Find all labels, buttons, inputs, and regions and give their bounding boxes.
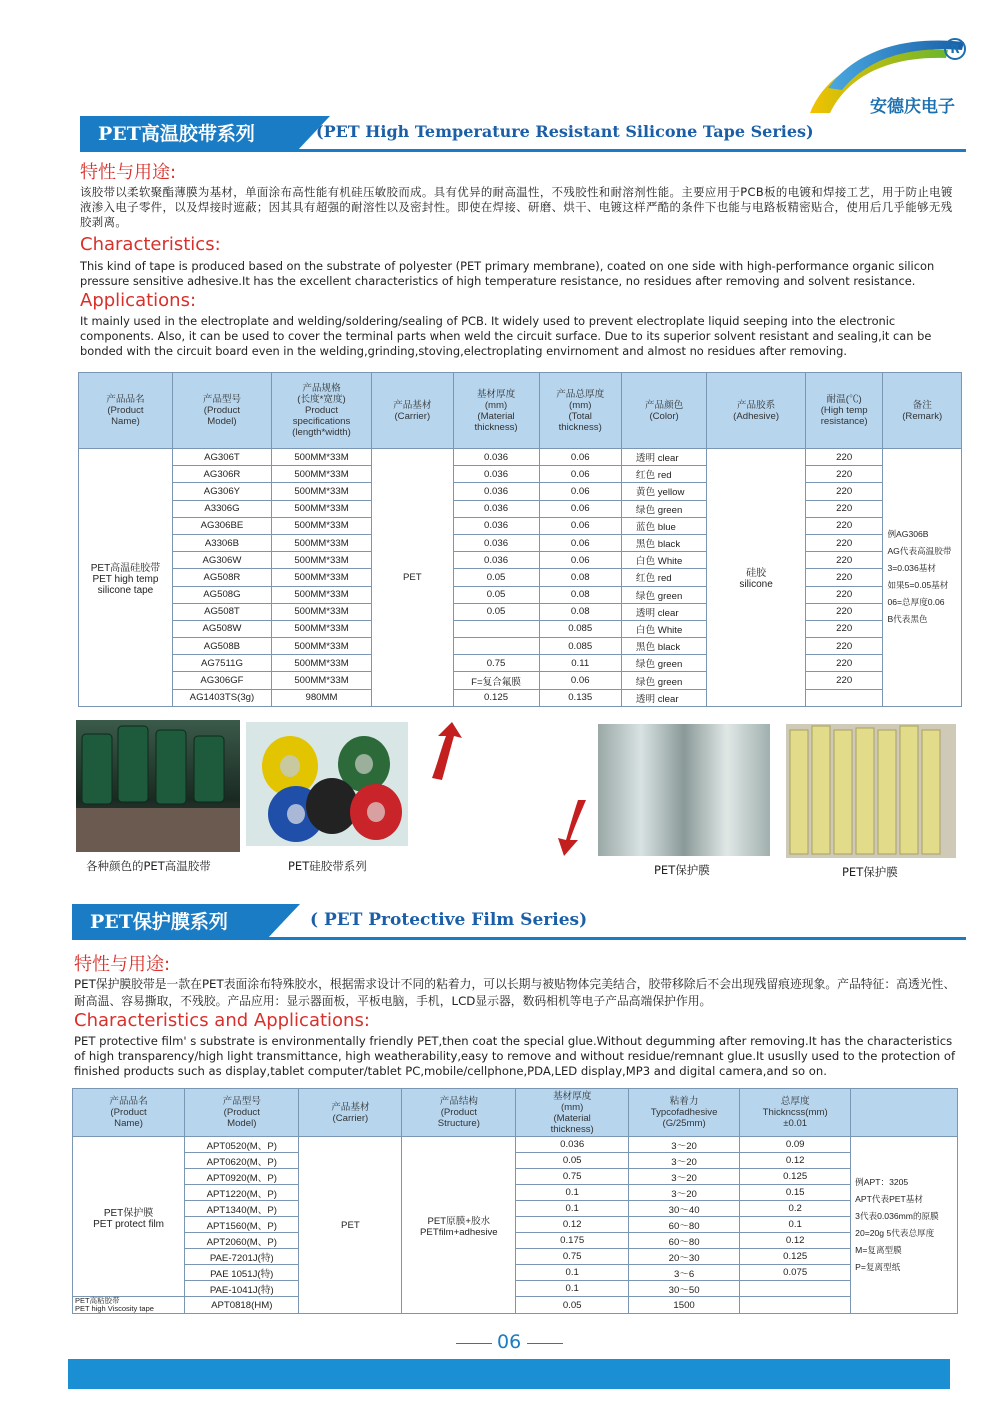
table-header-cell: 耐温(℃) (High temp resistance) (805, 373, 883, 449)
spec-cell: 500MM*33M (271, 449, 371, 466)
material-thickness-cell: 0.036 (453, 517, 539, 534)
adhesion-cell: 30～50 (629, 1281, 740, 1297)
model-cell-2: APT1340(M、P) (185, 1201, 299, 1217)
total-thickness-cell: 0.11 (539, 655, 621, 672)
material-thickness-cell-2: 0.036 (516, 1137, 629, 1153)
table2-header-cell (851, 1089, 958, 1137)
adhesion-cell: 30～40 (629, 1201, 740, 1217)
color-cell: 绿色 green (621, 586, 706, 603)
features-text: 该胶带以柔软聚酯薄膜为基材，单面涂布高性能有机硅压敏胶而成。具有优异的耐高温性，不残胶性和耐溶剂性能。主要应用于PCB板的电镀和焊接工艺，用于防止电镀液渗入电子零件，以及焊接时遮蔽；因其具有超强的耐溶性以及密封性。即使在焊接、研磨、烘干、电镀这样严酷的条件下也能与电路板精密贴合，使用后几乎能够无残胶剥离。 (80, 185, 953, 229)
applications-heading: Applications: (80, 290, 197, 311)
model-cell-2: PAE 1051J(特) (185, 1265, 299, 1281)
photo-silicone-tape-series (246, 722, 408, 846)
color-cell: 黑色 black (621, 638, 706, 655)
model-cell: AG508R (172, 569, 271, 586)
table2-row (73, 1249, 958, 1265)
material-thickness-cell: 0.036 (453, 534, 539, 551)
color-cell: 透明 clear (621, 449, 706, 466)
spec-cell: 500MM*33M (271, 586, 371, 603)
total-thickness-cell-2: 0.1 (740, 1217, 851, 1233)
film-spec-table (72, 1088, 958, 1314)
model-cell: AG306BE (172, 517, 271, 534)
total-thickness-cell: 0.08 (539, 586, 621, 603)
table-row (79, 603, 962, 620)
page-number: 06 (497, 1331, 522, 1353)
material-thickness-cell-2: 0.175 (516, 1233, 629, 1249)
temp-cell: 220 (805, 449, 883, 466)
total-thickness-cell-2 (740, 1281, 851, 1297)
material-thickness-cell: 0.036 (453, 466, 539, 483)
total-thickness-cell: 0.06 (539, 483, 621, 500)
table2-row (73, 1281, 958, 1297)
table2-header-cell: 产品结构 (Product Structure) (402, 1089, 516, 1137)
total-thickness-cell-2: 0.12 (740, 1153, 851, 1169)
caption-protective-film-2: PET保护膜 (842, 865, 898, 879)
total-thickness-cell-2: 0.125 (740, 1169, 851, 1185)
adhesive-cell: 硅胶 silicone (707, 449, 806, 707)
table2-header-cell: 粘着力 Typcofadhesive (G/25mm) (629, 1089, 740, 1137)
table-row (79, 534, 962, 551)
table-header-cell: 产品品名 (Product Name) (79, 373, 173, 449)
section-title-cn: PET高温胶带系列 (80, 116, 296, 152)
page-rule-left (456, 1343, 492, 1344)
material-thickness-cell: 0.036 (453, 483, 539, 500)
model-cell: AG508W (172, 620, 271, 637)
temp-cell: 220 (805, 466, 883, 483)
characteristics-heading: Characteristics: (80, 234, 221, 255)
total-thickness-cell: 0.085 (539, 620, 621, 637)
table-row (79, 517, 962, 534)
color-cell: 黄色 yellow (621, 483, 706, 500)
total-thickness-cell: 0.08 (539, 603, 621, 620)
material-thickness-cell: 0.036 (453, 449, 539, 466)
total-thickness-cell-2: 0.125 (740, 1249, 851, 1265)
spec-cell: 500MM*33M (271, 620, 371, 637)
adhesion-cell: 3～6 (629, 1265, 740, 1281)
color-cell: 透明 clear (621, 689, 706, 706)
material-thickness-cell (453, 638, 539, 655)
features-text-2: PET保护膜胶带是一款在PET表面涂布特殊胶水，根据需求设计不同的粘着力，可以长期与被贴物体完美结合，胶带移除后不会出现残留痕迹现象。产品特征：高透光性、耐高温、容易撕取，不残胶。产品应用：显示器面板，平板电脑，手机，LCD显示器，数码相机等电子产品高端保护作用。 (74, 977, 956, 1008)
color-cell: 红色 red (621, 466, 706, 483)
table2-row (73, 1217, 958, 1233)
adhesion-cell: 1500 (629, 1297, 740, 1314)
table-row (79, 569, 962, 586)
total-thickness-cell: 0.06 (539, 500, 621, 517)
table-row (79, 466, 962, 483)
total-thickness-cell: 0.135 (539, 689, 621, 706)
material-thickness-cell (453, 620, 539, 637)
material-thickness-cell-2: 0.1 (516, 1281, 629, 1297)
temp-cell: 220 (805, 569, 883, 586)
table-row (79, 620, 962, 637)
material-thickness-cell-2: 0.1 (516, 1185, 629, 1201)
temp-cell: 220 (805, 672, 883, 689)
char-app-text: PET protective film' s substrate is environmentally friendly PET,then coat the special glue.Without degumming after removing.It has the characteristics of high transparency/high light transmittance, high weatherability,easy to remove and without residue/remnant glue.It ususlly used to the protection of finished products such as display,tablet computer/tablet PC,mobile/cellphone,PDA,LED display,MP3 and digital camera,and so on. (74, 1034, 956, 1078)
table-header-cell: 基材厚度 (mm) (Material thickness) (453, 373, 539, 449)
model-cell: AG7511G (172, 655, 271, 672)
model-cell-2: APT0520(M、P) (185, 1137, 299, 1153)
spec-cell: 500MM*33M (271, 603, 371, 620)
spec-cell: 500MM*33M (271, 569, 371, 586)
temp-cell: 220 (805, 638, 883, 655)
table-row (79, 483, 962, 500)
material-thickness-cell-2: 0.75 (516, 1249, 629, 1265)
section-banner-film (72, 904, 966, 940)
table-header-cell: 产品颜色 (Color) (621, 373, 706, 449)
brand-name: 安德庆电子 (870, 97, 955, 117)
adhesion-cell: 60～80 (629, 1217, 740, 1233)
table2-header-cell: 产品型号 (Product Model) (185, 1089, 299, 1137)
product-name-cell-2: PET保护膜 PET protect film (73, 1137, 185, 1297)
footer-bar (68, 1359, 950, 1389)
material-thickness-cell-2: 0.05 (516, 1153, 629, 1169)
color-cell: 红色 red (621, 569, 706, 586)
total-thickness-cell: 0.06 (539, 552, 621, 569)
model-cell: A3306B (172, 534, 271, 551)
material-thickness-cell: 0.036 (453, 552, 539, 569)
material-thickness-cell-2: 0.05 (516, 1297, 629, 1314)
model-cell: A3306G (172, 500, 271, 517)
color-cell: 透明 clear (621, 603, 706, 620)
arrow-up-icon (424, 722, 464, 782)
table2-row (73, 1265, 958, 1281)
model-cell: AG508B (172, 638, 271, 655)
carrier-cell: PET (372, 449, 454, 707)
material-thickness-cell: 0.036 (453, 500, 539, 517)
table2-row (73, 1153, 958, 1169)
material-thickness-cell: 0.05 (453, 603, 539, 620)
material-thickness-cell: 0.05 (453, 586, 539, 603)
model-cell: AG1403TS(3g) (172, 689, 271, 706)
table-row (79, 586, 962, 603)
model-cell-2: APT0620(M、P) (185, 1153, 299, 1169)
table2-header-cell: 总厚度 Thickncss(mm) ±0.01 (740, 1089, 851, 1137)
page-rule-right (527, 1343, 563, 1344)
temp-cell (805, 689, 883, 706)
remark-cell: 例AG306B AG代表高温胶带 3=0.036基材 如果5=0.05基材 06=总厚度0.06 B代表黑色 (883, 449, 962, 707)
material-thickness-cell-2: 0.12 (516, 1217, 629, 1233)
table-header-cell: 产品规格 (长度*宽度) Product specifications (length*width) (271, 373, 371, 449)
features-heading: 特性与用途: (80, 162, 177, 183)
table2-header-cell: 产品品名 (Product Name) (73, 1089, 185, 1137)
color-cell: 绿色 green (621, 655, 706, 672)
tape-spec-table (78, 372, 962, 707)
model-cell-2: PAE-1041J(特) (185, 1281, 299, 1297)
photo-pet-protective-film-2 (786, 724, 956, 858)
model-cell: AG306Y (172, 483, 271, 500)
material-thickness-cell: 0.05 (453, 569, 539, 586)
table-header-cell: 产品型号 (Product Model) (172, 373, 271, 449)
spec-cell: 980MM (271, 689, 371, 706)
table-row (79, 500, 962, 517)
temp-cell: 220 (805, 603, 883, 620)
model-cell-2: APT1220(M、P) (185, 1185, 299, 1201)
table2-row (73, 1185, 958, 1201)
arrow-down-icon (556, 800, 596, 858)
banner-rule (80, 149, 966, 152)
total-thickness-cell: 0.06 (539, 534, 621, 551)
color-cell: 白色 White (621, 552, 706, 569)
silicone-tape-illustration (246, 722, 408, 846)
material-thickness-cell: 0.125 (453, 689, 539, 706)
temp-cell: 220 (805, 586, 883, 603)
material-thickness-cell-2: 0.75 (516, 1169, 629, 1185)
model-cell: AG306R (172, 466, 271, 483)
model-cell: AG508T (172, 603, 271, 620)
adhesion-cell: 3～20 (629, 1185, 740, 1201)
table2-row (73, 1297, 958, 1314)
product-name2-cell: PET高粘胶带 PET high Viscosity tape (73, 1297, 185, 1314)
color-cell: 白色 White (621, 620, 706, 637)
applications-text: It mainly used in the electroplate and welding/soldering/sealing of PCB. It widely used to prevent electroplate liquid seeping into the electronic components. Also, it can be used to cover the terminal parts when weld the circuit surface. Due to its superior solvent resistant and sealing,it can be bonded with the circuit board even in the welding,grinding,stoving,electroplating envirnoment and almost no residues after removing. (80, 314, 932, 358)
table-row (79, 655, 962, 672)
color-cell: 绿色 green (621, 672, 706, 689)
temp-cell: 220 (805, 534, 883, 551)
total-thickness-cell-2 (740, 1297, 851, 1314)
table-header-cell: 产品总厚度 (mm) (Total thickness) (539, 373, 621, 449)
model-cell-2: APT0920(M、P) (185, 1169, 299, 1185)
color-cell: 黑色 black (621, 534, 706, 551)
total-thickness-cell-2: 0.2 (740, 1201, 851, 1217)
spec-cell: 500MM*33M (271, 483, 371, 500)
banner-slant-2 (266, 904, 300, 940)
carrier-cell-2: PET (299, 1137, 402, 1314)
material-thickness-cell: 0.75 (453, 655, 539, 672)
table-row (79, 552, 962, 569)
table2-header-cell: 产品基材 (Carrier) (299, 1089, 402, 1137)
table-row (79, 638, 962, 655)
table-row (79, 689, 962, 706)
total-thickness-cell-2: 0.075 (740, 1265, 851, 1281)
adhesion-cell: 3～20 (629, 1153, 740, 1169)
model-cell-2: PAE-7201J(特) (185, 1249, 299, 1265)
adhesion-cell: 20～30 (629, 1249, 740, 1265)
adhesion-cell: 3～20 (629, 1137, 740, 1153)
caption-silicone-tape: PET硅胶带系列 (288, 859, 367, 873)
model-cell: AG306W (172, 552, 271, 569)
spec-cell: 500MM*33M (271, 466, 371, 483)
total-thickness-cell: 0.08 (539, 569, 621, 586)
model-cell: AG306GF (172, 672, 271, 689)
caption-protective-film-1: PET保护膜 (654, 863, 710, 877)
total-thickness-cell: 0.085 (539, 638, 621, 655)
remark-cell-2: 例APT：3205 APT代表PET基材 3代表0.036mm的原膜 20=20g 5代表总厚度 M=复离型膜 P=复离型纸 (851, 1137, 958, 1314)
table-header-cell: 备注 (Remark) (883, 373, 962, 449)
table-header-cell: 产品胶系 (Adhesive) (707, 373, 806, 449)
spec-cell: 500MM*33M (271, 552, 371, 569)
spec-cell: 500MM*33M (271, 534, 371, 551)
total-thickness-cell-2: 0.15 (740, 1185, 851, 1201)
spec-cell: 500MM*33M (271, 655, 371, 672)
tape-rolls-illustration (76, 720, 240, 852)
temp-cell: 220 (805, 517, 883, 534)
table-row (79, 449, 962, 466)
table2-row (73, 1201, 958, 1217)
table-row (79, 672, 962, 689)
model-cell: AG508G (172, 586, 271, 603)
section-title-en: (PET High Temperature Resistant Silicone Tape Series) (316, 122, 814, 141)
structure-cell: PET原膜+胶水 PETfilm+adhesive (402, 1137, 516, 1314)
total-thickness-cell: 0.06 (539, 517, 621, 534)
table2-row (73, 1233, 958, 1249)
material-thickness-cell-2: 0.1 (516, 1201, 629, 1217)
film-rolls-illustration (786, 724, 956, 858)
temp-cell: 220 (805, 483, 883, 500)
table-header-cell: 产品基材 (Carrier) (372, 373, 454, 449)
caption-colored-tape: 各种颜色的PET高温胶带 (86, 859, 211, 873)
photo-colored-tape-rolls (76, 720, 240, 852)
temp-cell: 220 (805, 500, 883, 517)
model-cell: AG306T (172, 449, 271, 466)
temp-cell: 220 (805, 655, 883, 672)
material-thickness-cell-2: 0.1 (516, 1265, 629, 1281)
table2-row (73, 1137, 958, 1153)
adhesion-cell: 60～80 (629, 1233, 740, 1249)
spec-cell: 500MM*33M (271, 517, 371, 534)
model-cell-2: APT1560(M、P) (185, 1217, 299, 1233)
product-name-cell: PET高温硅胶带 PET high temp silicone tape (79, 449, 173, 707)
spec-cell: 500MM*33M (271, 672, 371, 689)
spec-cell: 500MM*33M (271, 638, 371, 655)
temp-cell: 220 (805, 620, 883, 637)
model-cell-2: APT0818(HM) (185, 1297, 299, 1314)
color-cell: 蓝色 blue (621, 517, 706, 534)
material-thickness-cell: F=复合氟膜 (453, 672, 539, 689)
characteristics-text: This kind of tape is produced based on the substrate of polyester (PET primary membrane), coated on one side with high-performance organic silicon pressure sensitive adhesive.It has the excellent characteristics of high temperature resistance, no residues after removing and solvent resistance. (80, 259, 935, 288)
banner-rule-2 (72, 937, 966, 940)
total-thickness-cell-2: 0.12 (740, 1233, 851, 1249)
total-thickness-cell: 0.06 (539, 672, 621, 689)
model-cell-2: APT2060(M、P) (185, 1233, 299, 1249)
section2-title-cn: PET保护膜系列 (72, 904, 266, 940)
total-thickness-cell: 0.06 (539, 449, 621, 466)
total-thickness-cell-2: 0.09 (740, 1137, 851, 1153)
adhesion-cell: 3～20 (629, 1169, 740, 1185)
section-banner-tape (80, 116, 966, 152)
features-heading-2: 特性与用途: (74, 954, 171, 975)
spec-cell: 500MM*33M (271, 500, 371, 517)
section2-title-en: ( PET Protective Film Series) (310, 910, 588, 930)
photo-pet-protective-film-1 (598, 724, 770, 856)
char-app-heading: Characteristics and Applications: (74, 1010, 370, 1031)
table2-header-cell: 基材厚度 (mm) (Material thickness) (516, 1089, 629, 1137)
registered-mark: R (944, 38, 966, 60)
table2-row (73, 1169, 958, 1185)
color-cell: 绿色 green (621, 500, 706, 517)
total-thickness-cell: 0.06 (539, 466, 621, 483)
temp-cell: 220 (805, 552, 883, 569)
